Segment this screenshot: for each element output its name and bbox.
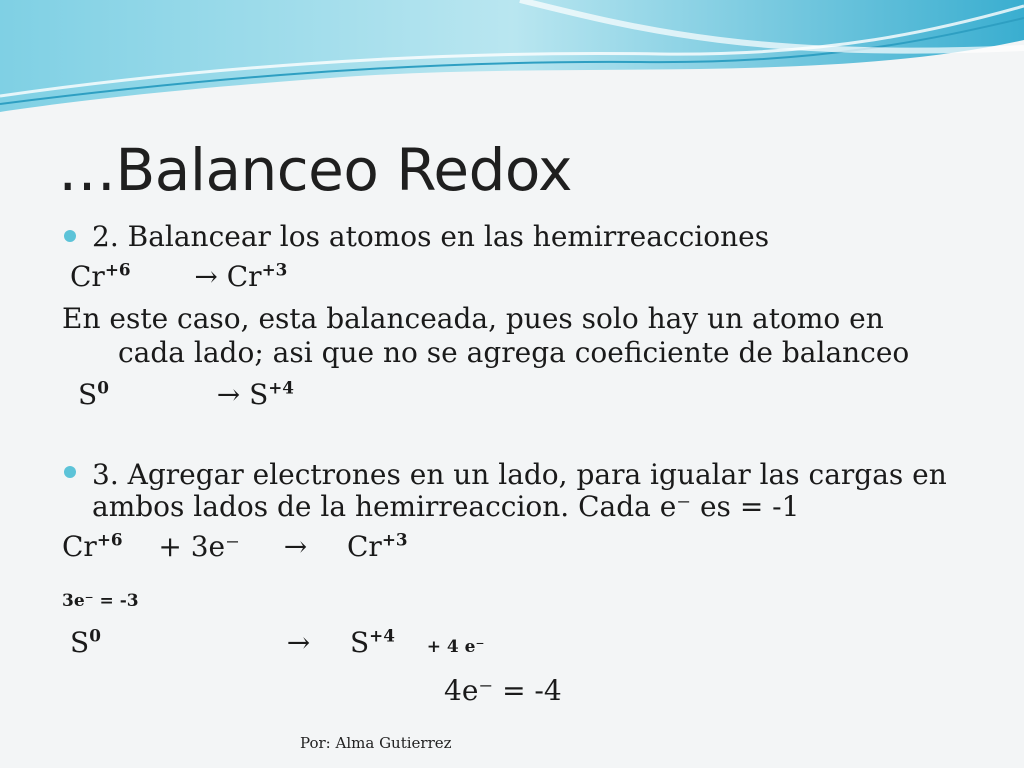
slide-title: …Balanceo Redox <box>58 136 572 204</box>
cr-right-charge: +3 <box>381 529 408 550</box>
arrow: → <box>194 260 218 293</box>
cr-left-symbol: Cr <box>62 530 97 563</box>
cr-half-reaction <box>70 260 287 294</box>
s-left-symbol: S <box>78 378 98 411</box>
s-right-symbol: S <box>249 378 269 411</box>
s-right-charge: +4 <box>369 625 395 646</box>
author-footer: Por: Alma Gutierrez <box>300 734 452 752</box>
bullet-icon <box>64 230 76 242</box>
cr-charge-note: 3e⁻ = -3 <box>62 591 139 611</box>
s-right-symbol: S <box>349 626 370 659</box>
s-charge-note: 4e⁻ = -4 <box>444 674 562 707</box>
cr-left-charge: +6 <box>96 529 123 550</box>
arrow: → <box>216 378 241 411</box>
step-2-text: 2. Balancear los atomos en las hemirreacciones <box>92 220 770 253</box>
explanation-line-1: En este caso, esta balanceada, pues solo hay un atomo en <box>62 302 884 335</box>
electrons-added: + 3e⁻ <box>158 530 240 563</box>
cr-right-symbol: Cr <box>347 530 382 563</box>
header-wave-decoration <box>0 0 1024 130</box>
cr-left-charge: +6 <box>104 259 131 280</box>
s-left-charge: 0 <box>97 377 109 398</box>
bullet-icon <box>64 466 76 478</box>
s-electron-reaction <box>70 626 484 664</box>
s-right-charge: +4 <box>268 377 294 398</box>
arrow: → <box>286 626 311 659</box>
explanation-line-2: cada lado; asi que no se agrega coeficiente de balanceo <box>118 336 910 369</box>
electrons-added: + 4 e⁻ <box>426 637 485 657</box>
cr-right-charge: +3 <box>261 259 288 280</box>
step-3-line-1: 3. Agregar electrones en un lado, para igualar las cargas en <box>92 458 947 491</box>
arrow: → <box>283 530 308 563</box>
s-left-charge: 0 <box>89 625 101 646</box>
cr-electron-reaction <box>62 530 408 564</box>
cr-right-symbol: Cr <box>226 260 262 293</box>
cr-left-symbol: Cr <box>70 260 105 293</box>
s-half-reaction <box>78 378 294 412</box>
step-3-line-2: ambos lados de la hemirreaccion. Cada e⁻ es = -1 <box>92 490 800 523</box>
s-left-symbol: S <box>70 626 90 659</box>
